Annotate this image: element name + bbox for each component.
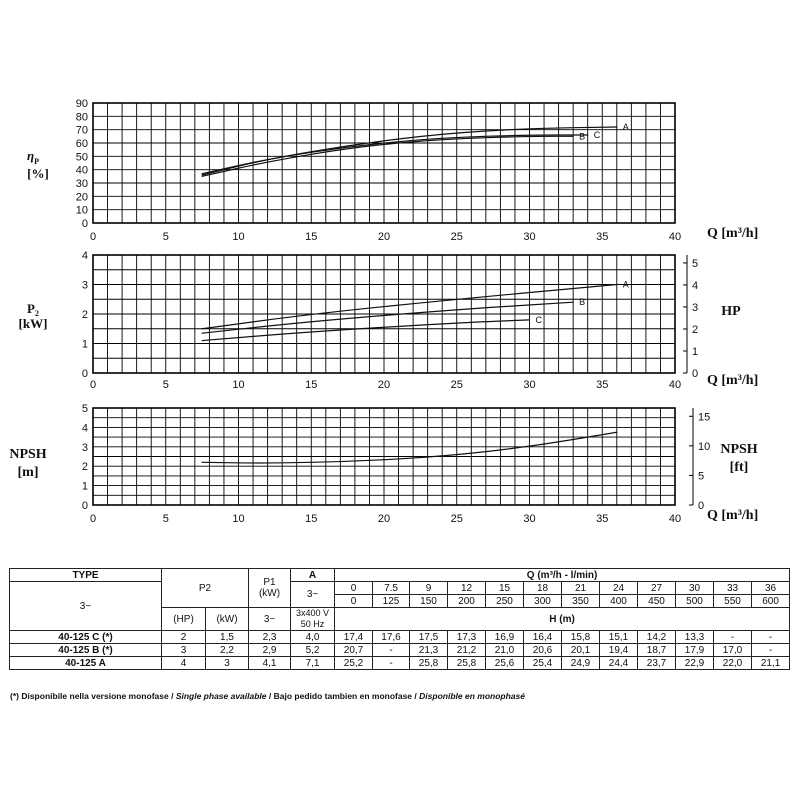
efficiency-ylabel-unit: [%] xyxy=(27,166,49,181)
table-row xyxy=(10,644,790,657)
row-head: 15,8 xyxy=(562,631,600,644)
power-ylabel-symbol: $P_2$ xyxy=(27,301,39,318)
y-tick-label: 2 xyxy=(81,461,88,474)
secondary-y-tick-label: 2 xyxy=(692,323,699,336)
data-point xyxy=(202,328,203,329)
x-tick-label: 40 xyxy=(668,231,682,243)
secondary-y-tick-label: 10 xyxy=(698,440,711,453)
row-head: - xyxy=(752,631,790,644)
row-head: 25,8 xyxy=(410,657,448,670)
voltage-cell xyxy=(291,608,335,631)
npsh-ylabel: NPSH xyxy=(9,447,47,462)
npsh-y2label-unit: [ft] xyxy=(729,460,749,475)
h-header: H (m) xyxy=(335,608,790,631)
y-tick-label: 10 xyxy=(75,204,88,217)
data-point xyxy=(267,463,268,464)
data-point xyxy=(456,309,457,310)
data-point xyxy=(354,461,355,462)
efficiency-chart xyxy=(27,98,758,243)
footnote-es: Bajo pedido tambien en monofase xyxy=(273,691,413,701)
row-head: 25,8 xyxy=(448,657,486,670)
data-point xyxy=(202,462,203,463)
row-head: - xyxy=(373,644,410,657)
secondary-y-tick-label: 15 xyxy=(698,411,711,424)
y-tick-label: 90 xyxy=(75,98,88,110)
row-amps: 5,2 xyxy=(291,644,335,657)
a-header: A xyxy=(291,569,335,582)
row-head: 25,6 xyxy=(486,657,524,670)
row-head: 17,0 xyxy=(714,644,752,657)
data-point xyxy=(267,158,268,159)
row-head: - xyxy=(752,644,790,657)
secondary-y-tick-label: 4 xyxy=(692,279,699,292)
y-tick-label: 3 xyxy=(81,441,88,454)
x-tick-label: 20 xyxy=(377,379,391,391)
y-tick-label: 1 xyxy=(81,338,88,351)
data-point xyxy=(573,136,574,137)
secondary-y-tick-label: 0 xyxy=(692,368,699,380)
power-xlabel: Q [m³/h] xyxy=(707,373,759,388)
series-line-a xyxy=(202,127,617,175)
row-head: - xyxy=(714,631,752,644)
x-tick-label: 30 xyxy=(523,379,536,391)
data-point xyxy=(529,446,530,447)
y-tick-label: 4 xyxy=(81,422,88,435)
q-lmin-cell: 600 xyxy=(752,595,790,608)
data-point xyxy=(529,136,530,137)
row-head: 18,7 xyxy=(638,644,676,657)
row-p1: 2,9 xyxy=(249,644,291,657)
row-head: 17,3 xyxy=(448,631,486,644)
data-point xyxy=(311,331,312,332)
q-m3h-cell: 30 xyxy=(676,582,714,595)
x-tick-label: 40 xyxy=(668,379,682,391)
efficiency-xlabel: Q [m³/h] xyxy=(707,226,759,241)
q-m3h-cell: 12 xyxy=(448,582,486,595)
row-type: 40-125 C (*) xyxy=(10,631,162,644)
row-head: 22,0 xyxy=(714,657,752,670)
row-head: 24,9 xyxy=(562,657,600,670)
row-p1: 4,1 xyxy=(249,657,291,670)
series-label: B xyxy=(579,297,586,308)
secondary-y-tick-label: 5 xyxy=(698,470,705,483)
row-head: 21,1 xyxy=(752,657,790,670)
row-head: 21,0 xyxy=(486,644,524,657)
row-head: 19,4 xyxy=(600,644,638,657)
data-point xyxy=(311,313,312,314)
npsh-xlabel: Q [m³/h] xyxy=(707,508,759,523)
footnote-sep: / xyxy=(414,691,417,701)
row-head: 17,4 xyxy=(335,631,373,644)
x-tick-label: 35 xyxy=(596,513,609,525)
x-tick-label: 15 xyxy=(305,379,318,391)
y-tick-label: 2 xyxy=(81,309,88,321)
q-m3h-cell: 33 xyxy=(714,582,752,595)
y-tick-label: 0 xyxy=(81,368,88,380)
row-head: 22,9 xyxy=(676,657,714,670)
y-tick-label: 50 xyxy=(75,151,88,164)
power-ylabel-unit: [kW] xyxy=(18,316,48,331)
x-tick-label: 35 xyxy=(596,231,609,243)
q-lmin-cell: 0 xyxy=(335,595,373,608)
x-tick-label: 20 xyxy=(377,231,391,243)
data-point xyxy=(573,302,574,303)
voltage: 3x400 V xyxy=(296,608,330,618)
type-phase: 3~ xyxy=(10,582,162,631)
row-head: 24,4 xyxy=(600,657,638,670)
npsh-ylabel-unit: [m] xyxy=(17,465,39,480)
y-tick-label: 4 xyxy=(81,250,88,262)
x-tick-label: 25 xyxy=(450,231,463,243)
data-point xyxy=(267,161,268,162)
data-point xyxy=(442,133,443,134)
x-tick-label: 20 xyxy=(377,513,391,525)
table-row xyxy=(10,631,790,644)
data-point xyxy=(202,174,203,175)
p2-kw-header: (kW) xyxy=(206,608,249,631)
data-point xyxy=(616,432,617,433)
q-m3h-cell: 0 xyxy=(335,582,373,595)
row-hp: 3 xyxy=(162,644,206,657)
y-tick-label: 5 xyxy=(81,403,88,415)
data-point xyxy=(354,145,355,146)
row-amps: 7,1 xyxy=(291,657,335,670)
row-head: 20,7 xyxy=(335,644,373,657)
data-point xyxy=(202,173,203,174)
q-m3h-cell: 24 xyxy=(600,582,638,595)
data-point xyxy=(202,340,203,341)
row-hp: 4 xyxy=(162,657,206,670)
q-lmin-cell: 125 xyxy=(373,595,410,608)
row-head: 17,6 xyxy=(373,631,410,644)
q-lmin-cell: 250 xyxy=(486,595,524,608)
secondary-y-tick-label: 5 xyxy=(692,257,699,270)
data-point xyxy=(529,134,530,135)
data-point xyxy=(202,333,203,334)
row-head: 16,4 xyxy=(524,631,562,644)
p1-label: P1 xyxy=(263,577,276,588)
npsh-chart xyxy=(9,403,758,525)
performance-table xyxy=(9,568,790,670)
row-head: 15,1 xyxy=(600,631,638,644)
q-lmin-cell: 200 xyxy=(448,595,486,608)
p2-hp-header: (HP) xyxy=(162,608,206,631)
secondary-y-tick-label: 0 xyxy=(698,500,705,512)
data-point xyxy=(202,176,203,177)
q-lmin-cell: 150 xyxy=(410,595,448,608)
row-head: 14,2 xyxy=(638,631,676,644)
data-point xyxy=(456,322,457,323)
x-tick-label: 10 xyxy=(232,513,245,525)
q-m3h-cell: 7.5 xyxy=(373,582,410,595)
q-m3h-cell: 27 xyxy=(638,582,676,595)
q-header: Q (m³/h - l/min) xyxy=(335,569,790,582)
row-head: 20,6 xyxy=(524,644,562,657)
y-tick-label: 80 xyxy=(75,111,88,124)
data-point xyxy=(529,319,530,320)
y-tick-label: 40 xyxy=(75,164,88,177)
row-head: 17,9 xyxy=(676,644,714,657)
p1-unit: (kW) xyxy=(258,588,281,599)
footnote xyxy=(10,691,525,701)
p1-header xyxy=(249,569,291,608)
p2-header: P2 xyxy=(162,569,249,608)
row-p1: 2,3 xyxy=(249,631,291,644)
q-lmin-cell: 550 xyxy=(714,595,752,608)
data-point xyxy=(616,284,617,285)
q-lmin-cell: 450 xyxy=(638,595,676,608)
q-lmin-cell: 500 xyxy=(676,595,714,608)
y-tick-label: 60 xyxy=(75,138,88,150)
row-head: 25,4 xyxy=(524,657,562,670)
secondary-y-tick-label: 1 xyxy=(692,345,699,358)
series-label: C xyxy=(593,130,601,140)
row-head: 25,2 xyxy=(335,657,373,670)
q-m3h-cell: 9 xyxy=(410,582,448,595)
row-amps: 4,0 xyxy=(291,631,335,644)
x-tick-label: 40 xyxy=(668,513,682,525)
power-chart xyxy=(19,250,759,391)
row-kw: 3 xyxy=(206,657,249,670)
data-point xyxy=(616,126,617,127)
x-tick-label: 10 xyxy=(232,379,245,391)
y-tick-label: 0 xyxy=(81,218,88,230)
row-head: 23,7 xyxy=(638,657,676,670)
series-label: C xyxy=(535,314,542,325)
row-kw: 2,2 xyxy=(206,644,249,657)
secondary-y-tick-label: 3 xyxy=(692,301,699,314)
q-m3h-cell: 15 xyxy=(486,582,524,595)
frequency: 50 Hz xyxy=(300,619,325,629)
a-phase: 3~ xyxy=(291,582,335,608)
footnote-it: (*) Disponibile nella versione monofase / xyxy=(10,691,174,701)
type-header: TYPE xyxy=(10,569,162,582)
table-header-row-1 xyxy=(10,569,790,582)
y-tick-label: 20 xyxy=(75,191,88,204)
q-m3h-cell: 21 xyxy=(562,582,600,595)
x-tick-label: 0 xyxy=(89,231,97,243)
data-point xyxy=(354,144,355,145)
row-head: 20,1 xyxy=(562,644,600,657)
data-point xyxy=(587,134,588,135)
series-label: A xyxy=(622,279,629,290)
data-point xyxy=(456,299,457,300)
x-tick-label: 5 xyxy=(162,231,169,243)
table-header-row-2 xyxy=(10,582,790,595)
x-tick-label: 0 xyxy=(89,379,97,391)
row-head: 13,3 xyxy=(676,631,714,644)
power-y2label: HP xyxy=(721,304,741,319)
p1-phase: 3~ xyxy=(249,608,291,631)
q-lmin-cell: 350 xyxy=(562,595,600,608)
q-m3h-cell: 18 xyxy=(524,582,562,595)
data-point xyxy=(442,137,443,138)
row-head: 21,3 xyxy=(410,644,448,657)
x-tick-label: 30 xyxy=(523,231,536,243)
table-row xyxy=(10,657,790,670)
q-lmin-cell: 300 xyxy=(524,595,562,608)
data-point xyxy=(529,128,530,129)
q-m3h-cell: 36 xyxy=(752,582,790,595)
x-tick-label: 5 xyxy=(162,379,169,391)
x-tick-label: 5 xyxy=(162,513,169,525)
y-tick-label: 3 xyxy=(81,279,88,292)
npsh-y2label: NPSH xyxy=(720,442,758,457)
row-head: 17,5 xyxy=(410,631,448,644)
q-lmin-cell: 400 xyxy=(600,595,638,608)
footnote-sep: / xyxy=(268,691,272,701)
x-tick-label: 35 xyxy=(596,379,609,391)
footnote-fr: Disponible en monophasé xyxy=(419,691,525,701)
y-tick-label: 1 xyxy=(81,480,88,493)
row-head: - xyxy=(373,657,410,670)
x-tick-label: 15 xyxy=(305,513,318,525)
footnote-en: Single phase available xyxy=(175,691,267,701)
y-tick-label: 0 xyxy=(81,500,88,512)
efficiency-ylabel-symbol: $\eta_P$ xyxy=(26,148,40,166)
row-kw: 1,5 xyxy=(206,631,249,644)
series-line-c xyxy=(202,320,529,341)
series-line-a xyxy=(202,285,617,329)
x-tick-label: 30 xyxy=(523,513,536,525)
y-tick-label: 70 xyxy=(75,124,88,137)
x-tick-label: 25 xyxy=(450,379,463,391)
data-point xyxy=(311,321,312,322)
x-tick-label: 15 xyxy=(305,231,318,243)
data-point xyxy=(442,456,443,457)
x-tick-label: 25 xyxy=(450,513,463,525)
series-label: A xyxy=(622,122,629,132)
row-head: 21,2 xyxy=(448,644,486,657)
row-type: 40-125 B (*) xyxy=(10,644,162,657)
row-type: 40-125 A xyxy=(10,657,162,670)
series-label: B xyxy=(579,131,586,142)
x-tick-label: 0 xyxy=(89,513,97,525)
y-tick-label: 30 xyxy=(75,178,88,190)
row-hp: 2 xyxy=(162,631,206,644)
row-head: 16,9 xyxy=(486,631,524,644)
x-tick-label: 10 xyxy=(232,231,245,243)
